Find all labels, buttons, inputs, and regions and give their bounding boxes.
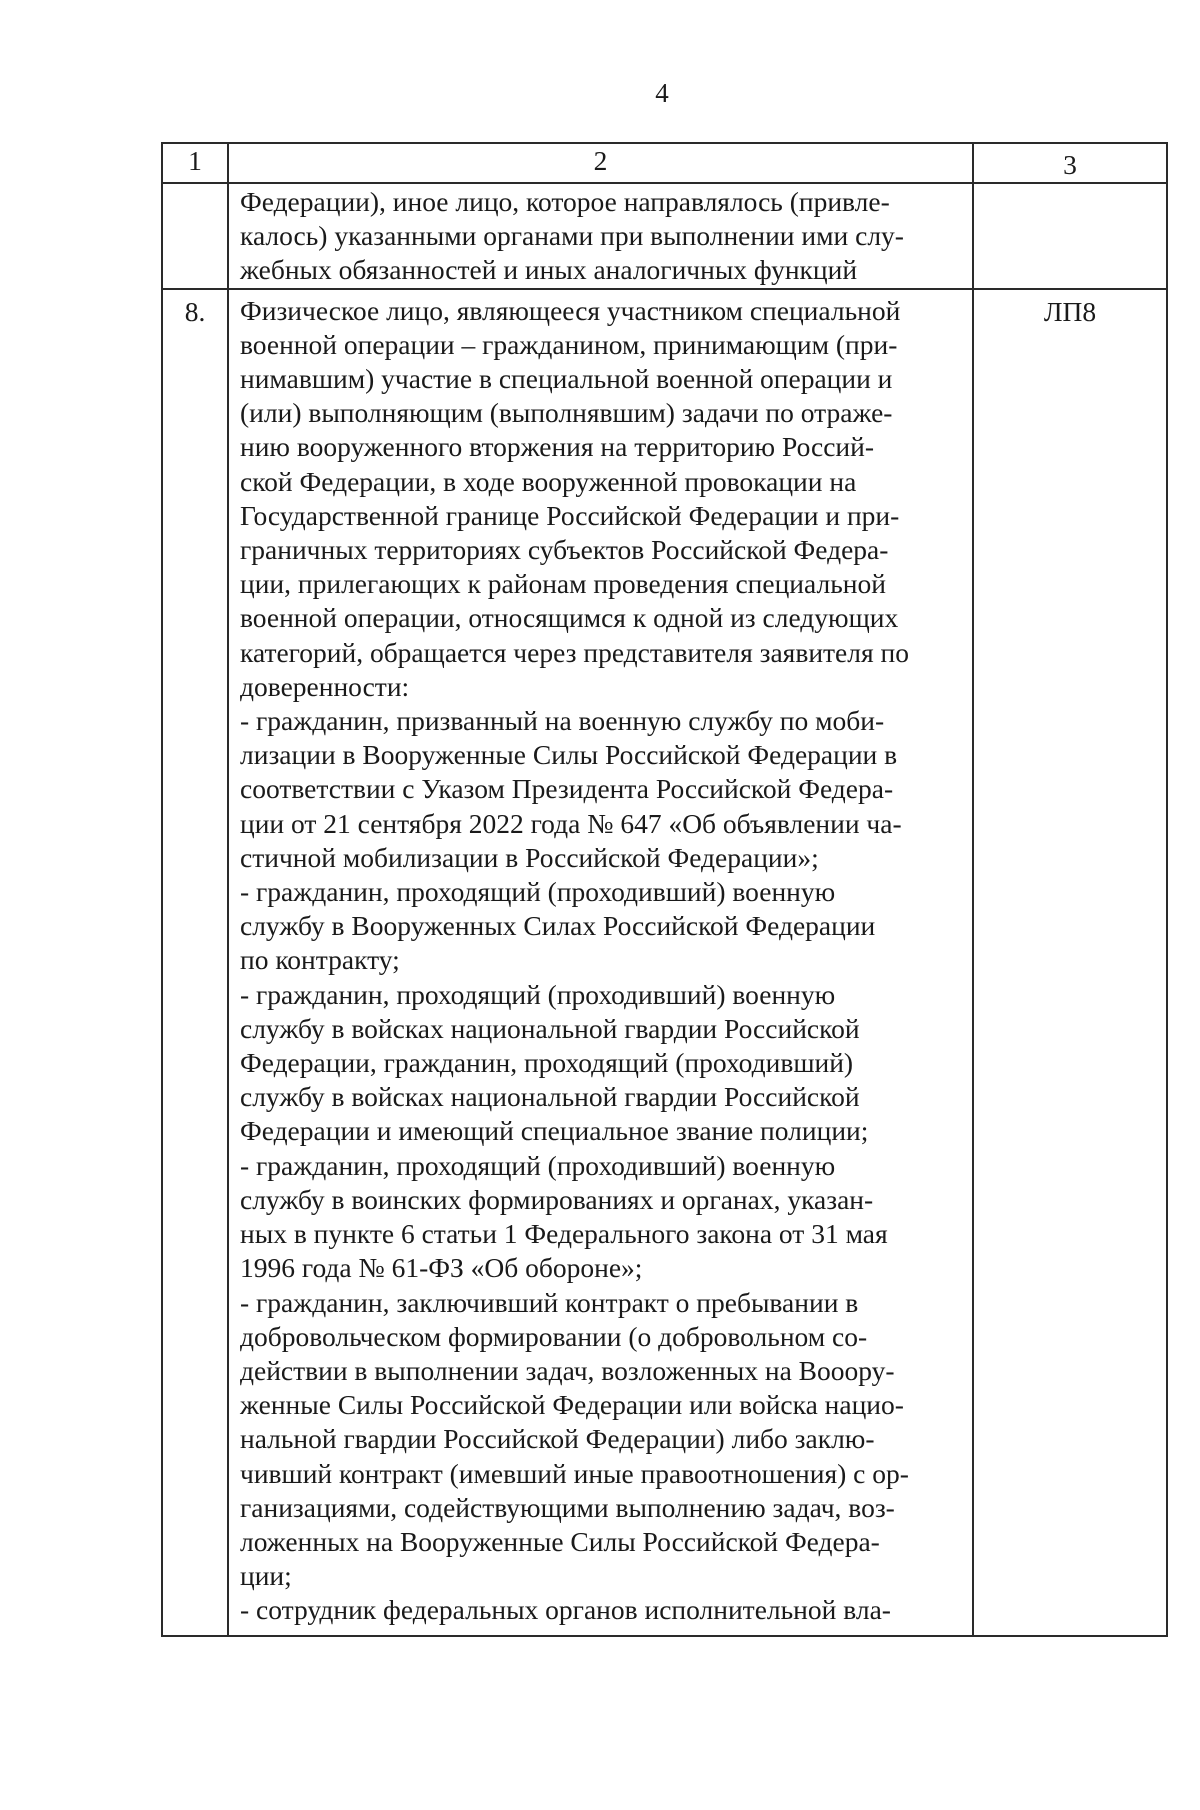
row-code-cell: ЛП8 [973, 289, 1167, 1636]
row-description-text: Федерации), иное лицо, которое направлялось (привле- калось) указанными органами при выполнении ими слу- жебных обязанностей и иных аналогичных функций [240, 186, 904, 286]
row-number-cell: 8. [162, 289, 228, 1636]
column-header-2: 2 [228, 143, 973, 183]
row-description-text: Физическое лицо, являющееся участником специальной военной операции – гражданином, принимающим (при- нимавшим) участие в специальной военной операции и (или) выполняющим (выполнявшим) задачи по отраже- нию вооруженного вторжения на территорию Россий- ской Федерации, в ходе вооруженной провокации на Государственной границе Российской Федерации и при- граничных территориях субъектов Российской Федера- ции, прилегающих к районам проведения специальной военной операции, относящимся к одной из следующих категорий, обращается через представителя заявителя по доверенности: - гражданин, призванный на военную службу по моби- лизации в Вооруженные Силы Российской Федерации в соответствии с Указом Президента Российской Федера- ции от 21 сентября 2022 года № 647 «Об объявлении ча- стичной мобилизации в Российской Федерации»; - гражданин, проходящий (проходивший) военную службу в Вооруженных Силах Российской Федерации по контракту; - гражданин, проходящий (проходивший) военную службу в войсках национальной гвардии Российской Федерации, гражданин, проходящий (проходивший) службу в войсках национальной гвардии Российской Федерации и имеющий специальное звание полиции; - гражданин, проходящий (проходивший) военную службу в воинских формированиях и органах, указан- ных в пункте 6 статьи 1 Федерального закона от 31 мая 1996 года № 61-ФЗ «Об обороне»; - гражданин, заключивший контракт о пребывании в добровольческом формировании (о добровольном со- действии в выполнении задач, возложенных на Вооору- женные Силы Российской Федерации или войска нацио- нальной гвардии Российской Федерации) либо заклю- чивший контракт (имевший иные правоотношения) с ор- ганизациями, содействующими выполнению задач, воз- ложенных на Вооруженные Силы Российской Федера- ции; - сотрудник федеральных органов исполнительной вла- [240, 294, 909, 1626]
table-row-8 [162, 289, 1167, 1636]
page-number: 4 [655, 78, 669, 108]
row-code-cell [973, 183, 1167, 289]
table-header-row [162, 143, 1167, 183]
table-row-continuation [162, 183, 1167, 289]
row-number-cell [162, 183, 228, 289]
row-description-cell [228, 183, 973, 289]
row-description-cell [228, 289, 973, 1636]
column-header-1: 1 [162, 143, 228, 183]
document-table [161, 142, 1168, 1637]
column-header-3: 3 [973, 143, 1167, 183]
